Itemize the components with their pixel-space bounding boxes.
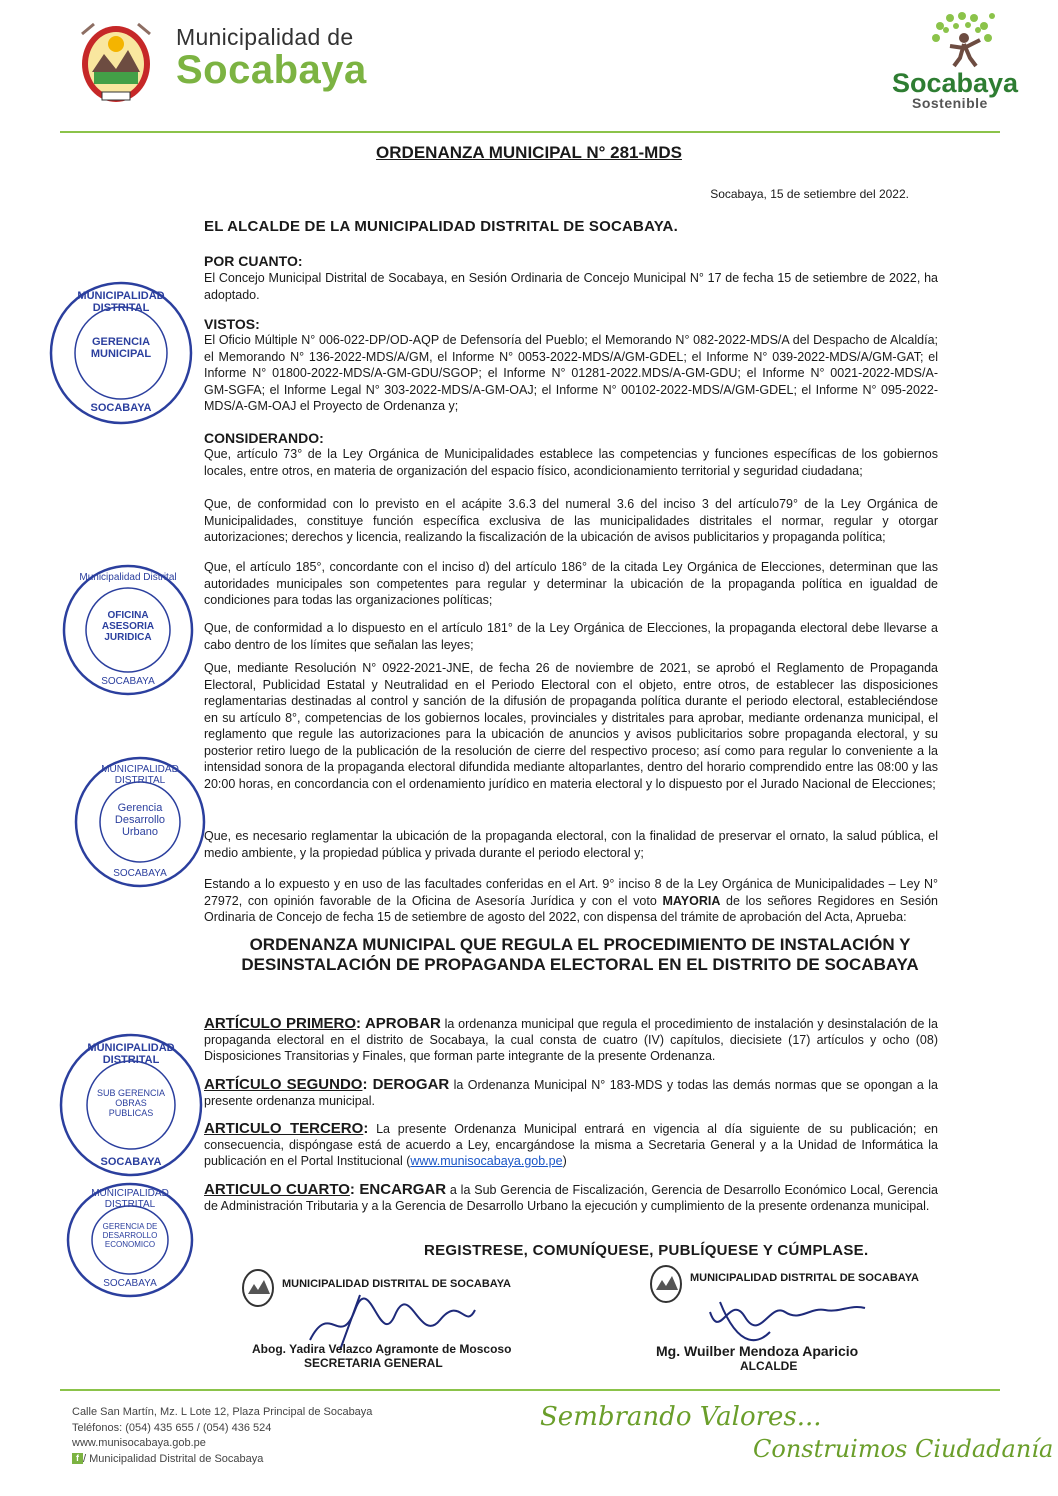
- issuer-heading: EL ALCALDE DE LA MUNICIPALIDAD DISTRITAL DE SOCABAYA.: [204, 218, 678, 235]
- stamp-asesoria-juridica: Municipalidad Distrital OFICINA ASESORIA JURIDICA SOCABAYA: [58, 560, 198, 700]
- right-seal-crest-icon: [648, 1264, 684, 1304]
- considerando-paragraph: Que, mediante Resolución N° 0922-2021-JNE, de fecha 26 de noviembre de 2021, se aprobó el Reglamento de Propaganda Electoral, Publicidad Estatal y Neutralidad en el Periodo Electoral con el objeto, entre otros, de establecer las disposiciones reglamentarias destinadas al control y sanción de la difusión de propaganda política durante el periodo electoral, estableciéndose en su artículo 8°, competencias de los gobiernos locales, provinciales y distritales para aprobar, mediante ordenanza municipal, el reglamento que regule las autorizaciones para la ubicación de anuncios y avisos publicitarios sobre propaganda electoral, y su posterior retiro luego de la publicación de la resolución de cierre del respectivo proceso; así como para regular lo conveniente a la intensidad sonora de la propaganda electoral difundida mediante altoparlantes, dentro del horario comprendido entre las 08:00 y las 20:00 horas, en concordancia con el ordenamiento jurídico en materia electoral y lo dispuesto por el Jurado Nacional de Elecciones;: [204, 661, 938, 791]
- footer-web[interactable]: www.munisocabaya.gob.pe: [72, 1437, 206, 1449]
- article-segundo: ARTÍCULO SEGUNDO: DEROGAR la Ordenanza Municipal N° 183-MDS y todas las demás normas que se opongan a la presente ordenanza municipal.: [204, 1076, 939, 1108]
- considerando-final-paragraph: Estando a lo expuesto y en uso de las facultades conferidas en el Art. 9° inciso 8 de la Ley Orgánica de Municipalidades – Ley N° 27972, con opinión favorable de la Oficina de Asesoría Jurídica y con el voto MAYORIA de los señores Regidores en Sesión Ordinaria de Concejo de fecha 15 de setiembre de agosto del 2022, con dispensa del trámite de aprobación del Acta, Aprueba:: [204, 877, 938, 924]
- left-signatory-name: Abog. Yadira Velazco Agramonte de Moscoso: [252, 1342, 512, 1356]
- facebook-icon: f: [72, 1453, 83, 1464]
- considerando-paragraph: Que, de conformidad con lo previsto en el acápite 3.6.3 del numeral 3.6 del inciso 3 del artículo79° de la Ley Orgánica de Municipalidades, constituye función específica exclusiva de las municipalidades distritales el normar, regular y otorgar autorizaciones; derechos y licencia, realizando la fiscalización de la ubicación de avisos publicitarios y propaganda política;: [204, 497, 938, 544]
- stamp-gerencia-municipal: MUNICIPALIDAD DISTRITAL GERENCIA MUNICIPAL SOCABAYA: [46, 278, 196, 428]
- left-signatory-role: SECRETARIA GENERAL: [304, 1356, 443, 1370]
- considerando-paragraph: Que, el artículo 185°, concordante con el inciso d) del artículo 186° de la citada Ley Orgánica de Elecciones, determinan que las autoridades municipales son competentes para regular y determinar la ubicación de la propaganda política en igualdad de condiciones para todas las organizaciones políticas;: [204, 560, 938, 607]
- sostenible-brand-subtitle: Sostenible: [912, 95, 988, 111]
- stamp-obras-publicas: MUNICIPALIDAD DISTRITAL SUB GERENCIA OBRAS PUBLICAS SOCABAYA: [56, 1030, 206, 1180]
- municipality-city: Socabaya: [176, 48, 367, 92]
- ordinance-subject-title: ORDENANZA MUNICIPAL QUE REGULA EL PROCEDIMIENTO DE INSTALACIÓN Y DESINSTALACIÓN DE PROPAGANDA ELECTORAL EN EL DISTRITO DE SOCABAYA: [241, 935, 919, 974]
- article-label: ARTÍCULO PRIMERO: [204, 1015, 357, 1032]
- slogan-line-2: Construimos Ciudadanía: [753, 1435, 1054, 1463]
- header-divider: [60, 131, 1000, 133]
- section-heading-por-cuanto: POR CUANTO:: [204, 253, 303, 269]
- section-heading-vistos: VISTOS:: [204, 316, 260, 332]
- left-seal-crest-icon: [240, 1268, 276, 1308]
- ordinance-title: ORDENANZA MUNICIPAL N° 281-MDS: [376, 143, 682, 162]
- stamp-desarrollo-urbano: MUNICIPALIDAD DISTRITAL Gerencia Desarrollo Urbano SOCABAYA: [70, 752, 210, 892]
- article-cuarto: ARTICULO CUARTO: ENCARGAR a la Sub Gerencia de Fiscalización, Gerencia de Desarrollo Económico Local, Gerencia de Administración Tributaria y a la Gerencia de Desarrollo Urbano la ejecución y cumplimiento de la presente ordenanza municipal.: [204, 1181, 939, 1213]
- footer-address: Calle San Martín, Mz. L Lote 12, Plaza Principal de Socabaya: [72, 1406, 373, 1418]
- portal-link[interactable]: www.munisocabaya.gob.pe: [410, 1154, 563, 1168]
- footer-phones: Teléfonos: (054) 435 655 / (054) 436 524: [72, 1421, 272, 1434]
- footer-divider: [60, 1389, 1000, 1391]
- closing-formula: REGISTRESE, COMUNÍQUESE, PUBLÍQUESE Y CÚMPLASE.: [424, 1242, 869, 1259]
- article-action: ENCARGAR: [359, 1181, 447, 1198]
- right-signatory-role: ALCALDE: [740, 1359, 798, 1373]
- right-handwritten-signature: [700, 1282, 870, 1352]
- section-heading-considerando: CONSIDERANDO:: [204, 430, 324, 446]
- footer-facebook[interactable]: f / Municipalidad Distrital de Socabaya: [72, 1452, 372, 1468]
- stamp-desarrollo-economico: MUNICIPALIDAD DISTRITAL GERENCIA DE DESARROLLO ECONOMICO SOCABAYA: [60, 1178, 200, 1298]
- right-signature-seal: MUNICIPALIDAD DISTRITAL DE SOCABAYA: [690, 1272, 919, 1284]
- article-tercero: ARTICULO TERCERO: La presente Ordenanza Municipal entrará en vigencia al día siguiente de su publicación; en consecuencia, dispóngase está de acuerdo a Ley, encargándose la misma a Secretaria General y a la Unidad de Informática la publicación en el Portal Institucional (www.munisocabaya.gob.pe): [204, 1120, 939, 1168]
- municipal-crest-logo: [72, 14, 160, 106]
- por-cuanto-text: El Concejo Municipal Distrital de Socabaya, en Sesión Ordinaria de Concejo Municipal N° 17 de fecha 15 de setiembre de 2022, ha adoptado.: [204, 271, 938, 302]
- considerando-paragraph: Que, de conformidad a lo dispuesto en el artículo 181° de la Ley Orgánica de Elecciones, la propaganda electoral debe llevarse a cabo dentro de los límites que señalan las leyes;: [204, 621, 938, 652]
- article-label: ARTÍCULO SEGUNDO: [204, 1076, 363, 1093]
- article-label: ARTICULO TERCERO: [204, 1120, 364, 1137]
- sostenible-brand-name: Socabaya: [892, 68, 1019, 98]
- footer-contact: [72, 1405, 372, 1467]
- right-signatory-name: Mg. Wuilber Mendoza Aparicio: [656, 1343, 859, 1359]
- vistos-text: El Oficio Múltiple N° 006-022-DP/OD-AQP de Defensoría del Pueblo; el Memorando N° 082-2022-MDS/A del Despacho de Alcaldía; el Memorando N° 136-2022-MDS/A/GM, el Informe N° 0053-2022-MDS/A/GM-GDEL; el Informe N° 039-2022-MDS/A/GM-GAT; el Informe N° 01800-2022-MDS/A-GM-GDU/SGOP; el Informe N° 01281-2022.MDS/A-GM-GDU; el Informe N° 0021-2022-MDS/A-GM-SGFA; el Informe Legal N° 303-2022-MDS/A-GM-OAJ; el Informe N° 00102-2022-MDS/A/GM-GDEL; el Informe N° 095-2022-MDS/A-GM-OAJ el Proyecto de Ordenanza y;: [204, 333, 938, 413]
- article-action: APROBAR: [364, 1015, 441, 1032]
- article-action: DEROGAR: [372, 1076, 450, 1093]
- municipality-name: Municipalidad de: [176, 24, 354, 50]
- considerando-paragraph: Que, artículo 73° de la Ley Orgánica de Municipalidades establece las competencias y funciones específicas de los gobiernos locales, entre otros, en materia de organización del espacio físico, acondicionamiento territorial y seguridad ciudadana;: [204, 447, 938, 478]
- considerando-paragraph: Que, es necesario reglamentar la ubicación de la propaganda electoral, con la finalidad de preservar el ornato, la salud pública, el medio ambiente, y la propiedad pública y privada durante el periodo electoral y;: [204, 829, 938, 860]
- article-label: ARTICULO CUARTO: [204, 1181, 350, 1198]
- document-date: Socabaya, 15 de setiembre del 2022.: [710, 187, 909, 201]
- left-signature-seal: MUNICIPALIDAD DISTRITAL DE SOCABAYA: [282, 1278, 511, 1290]
- article-primero: ARTÍCULO PRIMERO: APROBAR la ordenanza municipal que regula el procedimiento de instalación y desinstalación de la propaganda electoral en el distrito de Socabaya, la cual consta de cuatro (IV) capítulos, diecisiete (17) artículos y ocho (08) Disposiciones Transitorias y Finales, que forman parte integrante de la presente Ordenanza.: [204, 1015, 938, 1063]
- slogan-line-1: Sembrando Valores...: [540, 1402, 822, 1432]
